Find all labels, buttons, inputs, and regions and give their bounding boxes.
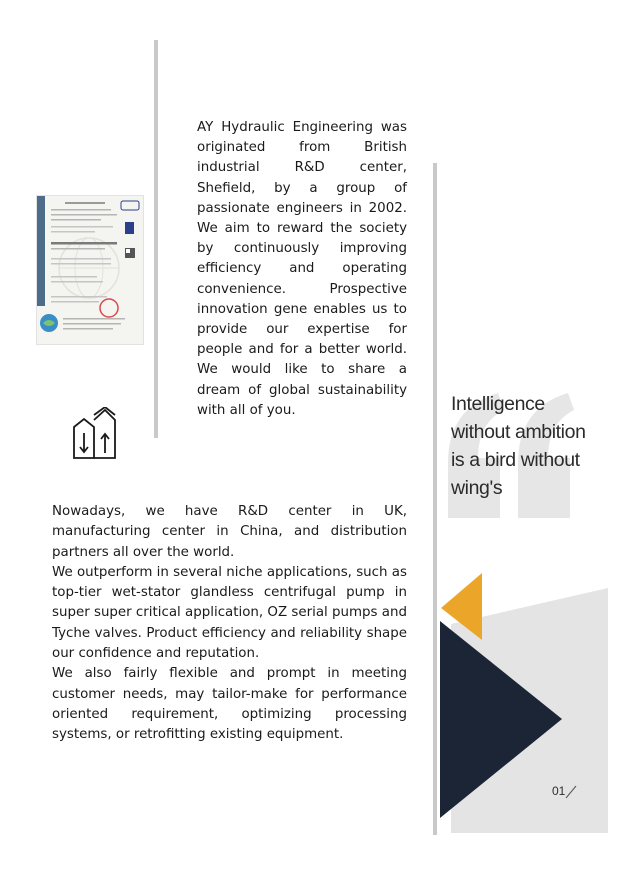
body-paragraph: Nowadays, we have R&D center in UK, manufacturing center in China, and distribution partners all over the world. — [52, 504, 407, 560]
intro-paragraph: AY Hydraulic Engineering was originated from British industrial R&D center, Shefield, by a group of passionate engineers in 2002. We aim to reward the society by continuously improving efficiency and operating convenience. Prospective innovation gene enables us to provide our expertise for people and for a better world. We would like to share a dream of global sustainability with all of you. — [197, 120, 407, 418]
body-paragraph: We also fairly flexible and prompt in meeting customer needs, may tailor-make for performance oriented requirement, optimizing processing systems, or retrofitting existing equipment. — [52, 666, 407, 743]
certificate-image — [36, 195, 144, 345]
left-vertical-rule — [154, 40, 158, 438]
company-description — [52, 502, 407, 746]
navy-triangle — [440, 621, 566, 819]
slash-icon — [565, 785, 577, 799]
up-down-arrows-house-logo-icon — [72, 407, 116, 459]
pull-quote: Intelligence without ambition is a bird without wing's — [451, 393, 586, 499]
page-number: 01 — [552, 784, 566, 798]
right-vertical-rule — [433, 163, 437, 835]
body-paragraph: We outperform in several niche applications, such as top-tier wet-stator glandless centrifugal pump in super super critical application, OZ serial pumps and Tyche valves. Product efficiency and reliability shape our confidence and reputation. — [52, 564, 407, 662]
